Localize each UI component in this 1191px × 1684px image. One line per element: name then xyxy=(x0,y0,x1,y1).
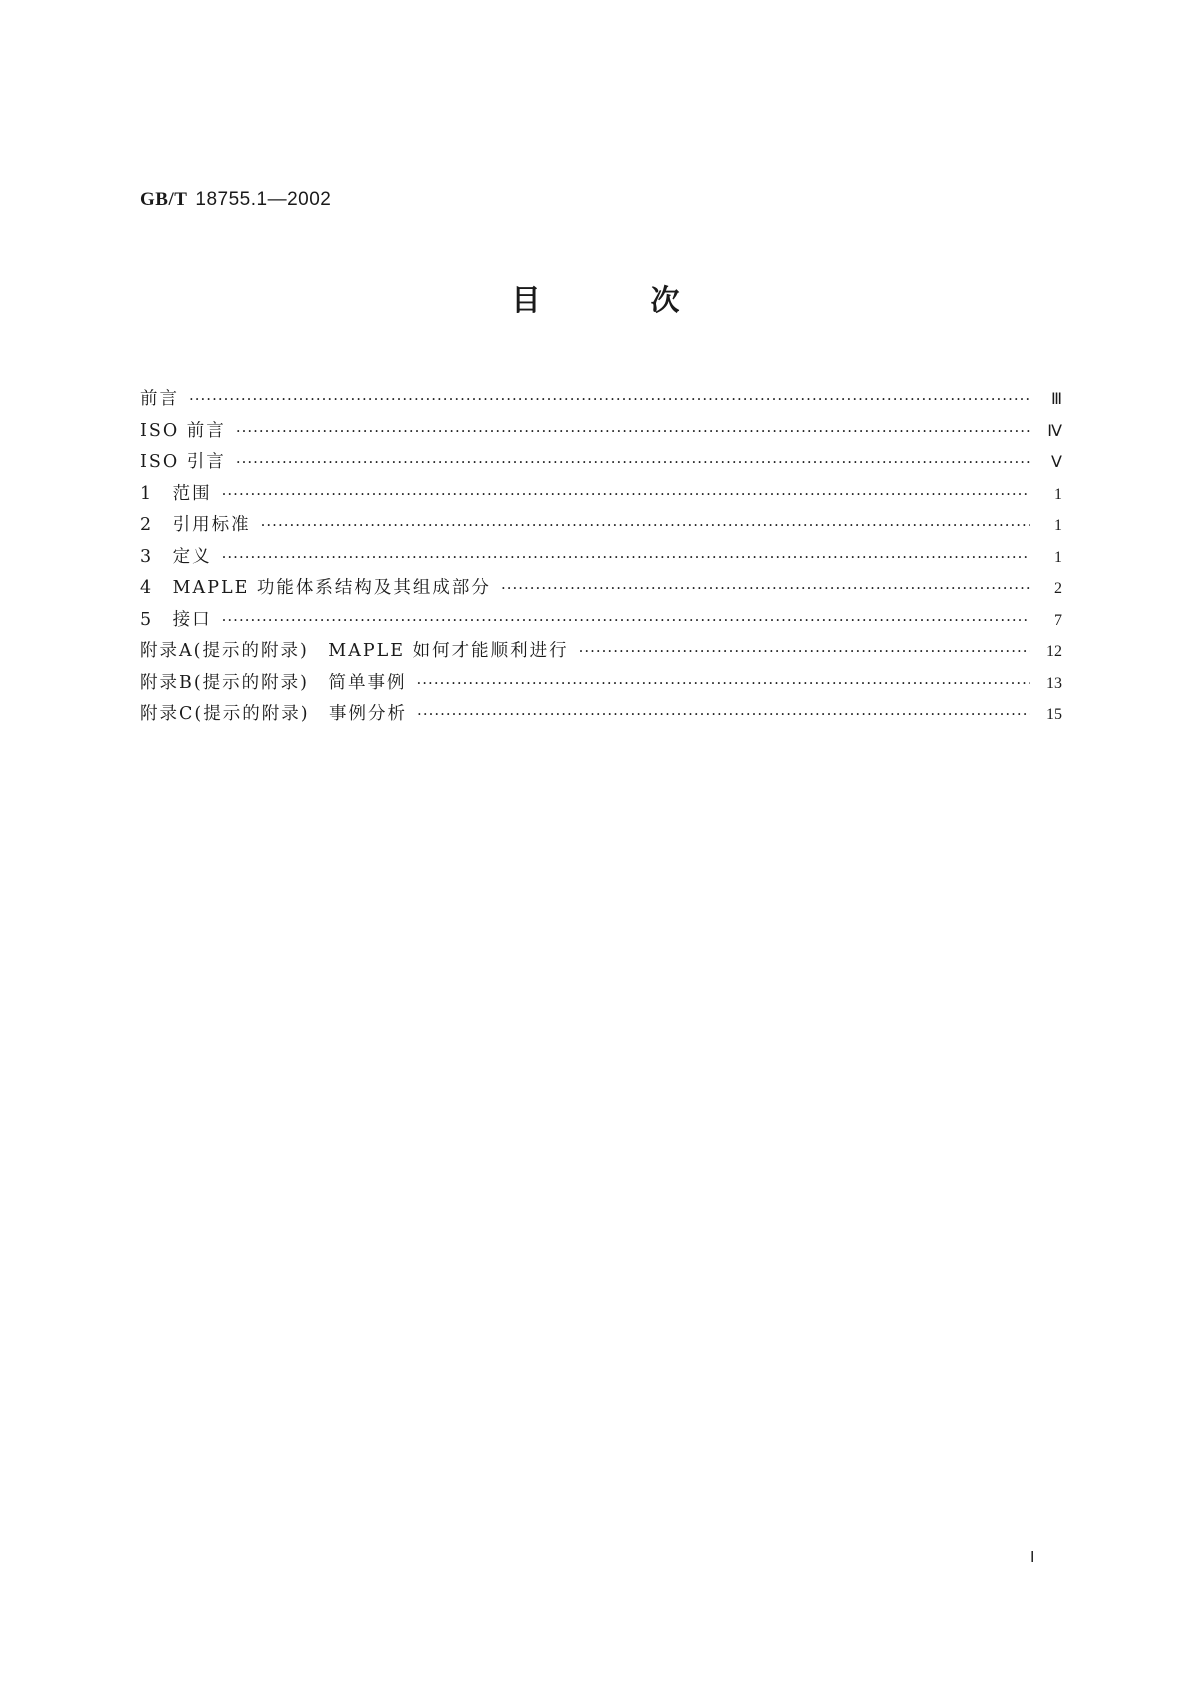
toc-entry-page: Ⅳ xyxy=(1047,422,1062,440)
toc-entry-page: 2 xyxy=(1054,580,1062,597)
dot-leader xyxy=(501,573,1030,605)
toc-entry-page: Ⅴ xyxy=(1051,454,1062,471)
dot-leader xyxy=(189,384,1030,416)
toc-entry-page: 7 xyxy=(1054,611,1062,629)
dot-leader xyxy=(261,510,1030,542)
page-title: 目次 xyxy=(511,283,790,317)
dot-leader xyxy=(417,699,1030,731)
toc-entry-label: 5 接口 xyxy=(140,609,212,630)
dot-leader xyxy=(222,605,1030,637)
toc-entry[interactable] xyxy=(140,416,1062,448)
page-number: Ⅰ xyxy=(1030,1550,1035,1566)
dot-leader xyxy=(236,447,1030,479)
toc-entry[interactable] xyxy=(140,384,1062,416)
toc-entry[interactable] xyxy=(140,479,1062,511)
toc-entry[interactable] xyxy=(140,636,1062,668)
toc-entry-page: 1 xyxy=(1054,517,1062,534)
toc-entry[interactable] xyxy=(140,573,1062,605)
dot-leader xyxy=(236,416,1030,448)
toc-entry-label: 1 范围 xyxy=(140,483,212,504)
toc-entry-label: ISO 前言 xyxy=(140,420,226,441)
table-of-contents xyxy=(140,384,1062,731)
toc-entry[interactable] xyxy=(140,510,1062,542)
toc-entry[interactable] xyxy=(140,447,1062,479)
dot-leader xyxy=(222,479,1030,511)
toc-entry-label: 附录C(提示的附录) 事例分析 xyxy=(140,704,408,724)
toc-entry[interactable] xyxy=(140,542,1062,574)
standard-code: 18755.1—2002 xyxy=(195,189,332,210)
toc-entry-page: 13 xyxy=(1046,674,1062,692)
toc-entry-page: 1 xyxy=(1054,548,1062,566)
toc-entry-label: 4 MAPLE 功能体系结构及其组成部分 xyxy=(140,578,491,598)
toc-entry-page: 1 xyxy=(1054,485,1062,503)
toc-entry[interactable] xyxy=(140,605,1062,637)
toc-entry[interactable] xyxy=(140,668,1062,700)
dot-leader xyxy=(222,542,1030,574)
toc-entry-page: 15 xyxy=(1046,706,1062,723)
toc-entry-label: 附录A(提示的附录) MAPLE 如何才能顺利进行 xyxy=(140,641,569,661)
toc-entry[interactable] xyxy=(140,699,1062,731)
toc-entry-label: 前言 xyxy=(140,389,179,409)
standard-number xyxy=(140,188,331,211)
standard-prefix: GB/T xyxy=(140,189,188,210)
toc-entry-label: 2 引用标准 xyxy=(140,515,251,535)
toc-entry-label: 3 定义 xyxy=(140,546,212,567)
toc-entry-label: ISO 引言 xyxy=(140,452,226,472)
dot-leader xyxy=(579,636,1030,668)
toc-entry-label: 附录B(提示的附录) 简单事例 xyxy=(140,672,407,693)
toc-entry-page: 12 xyxy=(1046,643,1062,660)
toc-entry-page: Ⅲ xyxy=(1050,391,1062,408)
dot-leader xyxy=(417,668,1030,700)
